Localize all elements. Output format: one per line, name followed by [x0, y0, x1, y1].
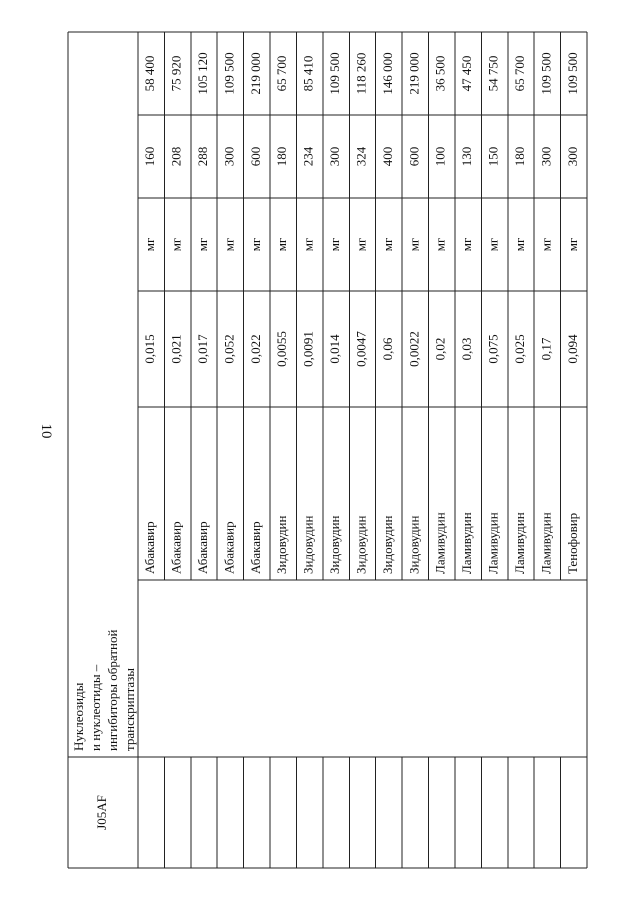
- dose-value: 600: [406, 146, 422, 167]
- drug-name: Зидовудин: [406, 515, 422, 574]
- drug-name: Зидовудин: [300, 515, 316, 574]
- group-name-line: транскриптазы: [121, 667, 137, 751]
- total-value: 58 400: [142, 55, 158, 92]
- dose-value: 288: [195, 146, 211, 167]
- dose-value: 234: [300, 146, 316, 167]
- ddd-value: 0,0055: [274, 331, 290, 367]
- ddd-value: 0,022: [247, 334, 263, 364]
- total-value: 75 920: [168, 55, 184, 92]
- dose-value: 130: [459, 146, 475, 167]
- dose-value: 300: [327, 146, 343, 167]
- total-value: 65 700: [274, 55, 290, 92]
- dose-value: 180: [274, 146, 290, 167]
- unit: мг: [195, 237, 211, 252]
- total-value: 54 750: [485, 55, 501, 92]
- dose-value: 600: [247, 146, 263, 167]
- ddd-value: 0,0022: [406, 331, 422, 367]
- unit: мг: [142, 237, 158, 252]
- total-value: 47 450: [459, 55, 475, 92]
- drug-name: Абакавир: [168, 521, 184, 574]
- unit: мг: [274, 237, 290, 252]
- unit: мг: [221, 237, 237, 252]
- ddd-value: 0,17: [538, 337, 554, 361]
- total-value: 36 500: [432, 55, 448, 92]
- total-value: 109 500: [564, 52, 580, 95]
- dose-value: 208: [168, 146, 184, 167]
- total-value: 118 260: [353, 52, 369, 95]
- dose-value: 400: [379, 146, 395, 167]
- dose-value: 100: [432, 146, 448, 167]
- drug-name: Ламивудин: [538, 512, 554, 574]
- total-value: 146 000: [379, 52, 395, 95]
- page-number: 10: [38, 423, 54, 439]
- drug-name: Абакавир: [195, 521, 211, 574]
- ddd-value: 0,03: [459, 337, 475, 361]
- drug-name: Зидовудин: [353, 515, 369, 574]
- dose-value: 300: [221, 146, 237, 167]
- drug-name: Ламивудин: [432, 512, 448, 574]
- ddd-value: 0,02: [432, 337, 448, 361]
- unit: мг: [247, 237, 263, 252]
- unit: мг: [511, 237, 527, 252]
- ddd-value: 0,0091: [300, 331, 316, 367]
- unit: мг: [538, 237, 554, 252]
- unit: мг: [353, 237, 369, 252]
- dose-value: 150: [485, 146, 501, 167]
- unit: мг: [459, 237, 475, 252]
- dose-value: 324: [353, 146, 369, 167]
- unit: мг: [327, 237, 343, 252]
- total-value: 85 410: [300, 55, 316, 92]
- drug-name: Ламивудин: [459, 512, 475, 574]
- unit: мг: [168, 237, 184, 252]
- total-value: 109 500: [221, 52, 237, 95]
- total-value: 219 000: [247, 52, 263, 95]
- ddd-value: 0,052: [221, 334, 237, 364]
- total-value: 109 500: [327, 52, 343, 95]
- ddd-value: 0,015: [142, 334, 158, 364]
- unit: мг: [379, 237, 395, 252]
- total-value: 65 700: [511, 55, 527, 92]
- total-value: 109 500: [538, 52, 554, 95]
- dose-value: 180: [511, 146, 527, 167]
- unit: мг: [432, 237, 448, 252]
- group-name-line: и нуклеотиды –: [87, 664, 103, 751]
- drug-name: Ламивудин: [485, 512, 501, 574]
- ddd-value: 0,014: [327, 334, 343, 364]
- drug-name: Зидовудин: [327, 515, 343, 574]
- drug-name: Зидовудин: [379, 515, 395, 574]
- ddd-value: 0,094: [564, 334, 580, 364]
- ddd-value: 0,025: [511, 334, 527, 364]
- dose-value: 160: [142, 146, 158, 167]
- group-name-line: ингибиторы обратной: [104, 629, 120, 751]
- drug-name: Зидовудин: [274, 515, 290, 574]
- unit: мг: [406, 237, 422, 252]
- ddd-value: 0,075: [485, 334, 501, 364]
- drug-name: Тенофовир: [564, 512, 580, 574]
- ddd-value: 0,017: [195, 334, 211, 364]
- unit: мг: [485, 237, 501, 252]
- total-value: 105 120: [195, 52, 211, 95]
- unit: мг: [564, 237, 580, 252]
- dose-value: 300: [538, 146, 554, 167]
- drug-name: Абакавир: [247, 521, 263, 574]
- ddd-value: 0,0047: [353, 331, 369, 367]
- dose-value: 300: [564, 146, 580, 167]
- drug-name: Абакавир: [221, 521, 237, 574]
- ddd-value: 0,021: [168, 334, 184, 364]
- drug-name: Ламивудин: [511, 512, 527, 574]
- unit: мг: [300, 237, 316, 252]
- total-value: 219 000: [406, 52, 422, 95]
- group-name-line: Нуклеозиды: [70, 682, 86, 751]
- atc-code: J05AF: [93, 795, 109, 830]
- ddd-value: 0,06: [379, 337, 395, 361]
- drug-name: Абакавир: [142, 521, 158, 574]
